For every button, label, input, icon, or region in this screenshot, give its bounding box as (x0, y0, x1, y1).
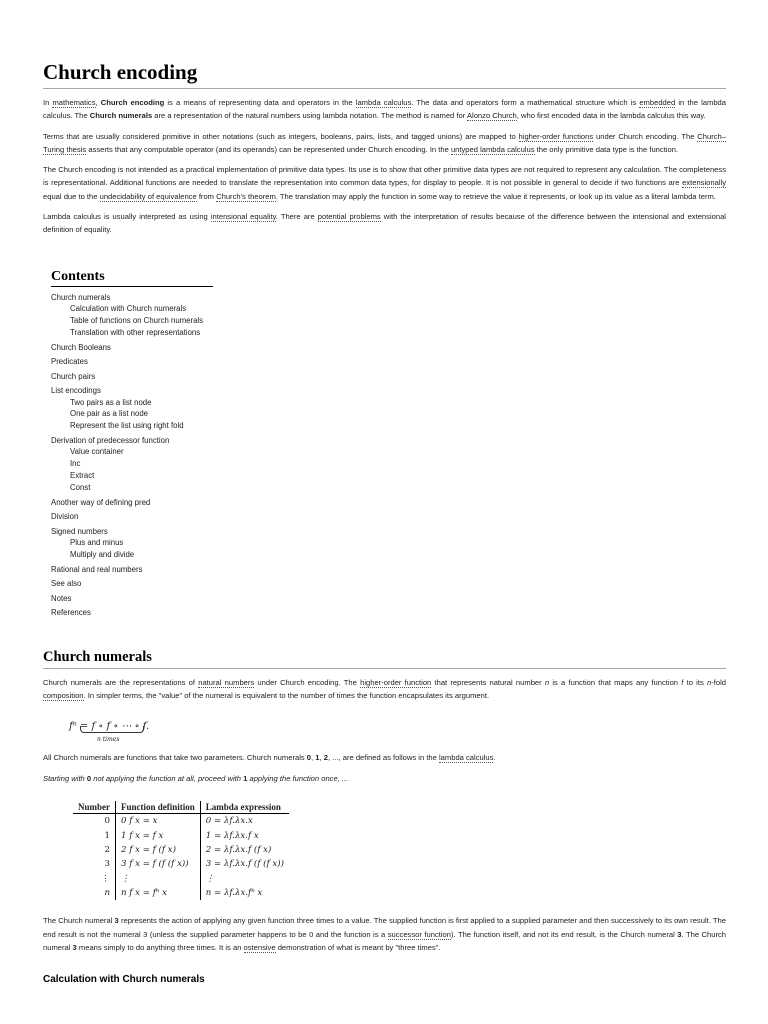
text-run: , who first encoded data in the lambda calculus this way. (516, 111, 706, 121)
toc-item[interactable]: Table of functions on Church numerals (70, 315, 204, 325)
toc-item[interactable]: Church numerals (51, 292, 111, 302)
bold-text: 0 (86, 773, 92, 783)
toc-item[interactable]: References (51, 608, 91, 618)
italic-text: not applying the function at all, proceed with (91, 773, 244, 783)
text-run: that represents natural number (431, 677, 545, 687)
page-title: Church encoding (43, 60, 726, 89)
church-numerals-paragraph-1 (43, 676, 726, 703)
toc-item[interactable]: Predicates (51, 357, 88, 367)
text-run: from (196, 191, 217, 201)
text-run: . In simpler terms, the "value" of the numeral is equivalent to the number of times the function encapsulates its argument. (83, 691, 490, 701)
toc-list (51, 292, 213, 619)
toc-item[interactable]: Calculation with Church numerals (70, 304, 187, 314)
section-heading-church-numerals: Church numerals (43, 649, 726, 669)
intro-paragraph-3 (43, 163, 726, 203)
toc-title: Contents (51, 269, 213, 287)
number-cell: ⋮ (101, 873, 110, 884)
text-run: . The data and operators form a mathematical structure which is (411, 98, 640, 107)
lambda-expression-cell: 3 = λf.λx.f (f (f x)) (200, 857, 289, 871)
wiki-link[interactable]: composition (43, 691, 84, 701)
toc-item[interactable]: See also (51, 579, 82, 589)
wiki-link[interactable]: Church's theorem (216, 191, 276, 201)
intro-paragraph-2 (43, 130, 726, 157)
wiki-link[interactable]: successor function (387, 929, 451, 939)
wiki-link[interactable]: Church–Turing thesis (43, 131, 726, 154)
table-header-number: Number (73, 801, 116, 814)
toc-item[interactable]: Value container (70, 447, 124, 457)
wiki-link[interactable]: embedded (639, 98, 676, 107)
composition-formula (69, 714, 726, 744)
wiki-link[interactable]: natural numbers (198, 677, 255, 687)
wiki-link[interactable]: untyped lambda calculus (450, 144, 535, 154)
text-run: The Church numeral (43, 916, 115, 926)
toc-item[interactable]: Notes (51, 593, 72, 603)
text-run: Church numerals are the representations of (43, 677, 199, 687)
text-run: The Church encoding is not intended as a practical implementation of primitive data types. Its use is to show that other primitive data types are not required to represent any calculation. The completeness is representational. Additional functions are needed to translate the representation into common data types, for display to people. It is not possible in general to decide if two functions are (43, 165, 726, 188)
text-run: under Church encoding. The (593, 131, 698, 141)
toc-item[interactable]: One pair as a list node (70, 409, 149, 419)
function-definition-cell: n f x = fⁿ x (116, 886, 201, 900)
number-cell: 1 (104, 830, 110, 841)
text-run: in the lambda calculus. The (43, 98, 726, 121)
toc-item[interactable]: Plus and minus (70, 538, 124, 548)
text-run: , ..., are defined as follows in the (327, 753, 439, 763)
table-row (73, 828, 289, 842)
wiki-link[interactable]: ostensive (243, 942, 276, 952)
text-run: , (311, 753, 316, 763)
text-run: -fold (711, 677, 726, 687)
number-cell: 2 (104, 844, 110, 855)
lambda-expression-cell: 2 = λf.λx.f (f x) (200, 843, 289, 857)
intro-paragraph-4 (43, 210, 726, 237)
bold-text: 1 (243, 773, 248, 783)
wiki-link[interactable]: higher-order function (360, 677, 432, 687)
wiki-link[interactable]: higher-order functions (518, 131, 594, 141)
toc-item[interactable]: Multiply and divide (70, 549, 135, 559)
text-run: with the interpretation of results because of the difference between the intensional and extensional definition of equality. (43, 212, 726, 235)
toc-item[interactable]: Church Booleans (51, 342, 111, 352)
toc-item[interactable]: Const (70, 482, 91, 492)
text-run: In (43, 98, 53, 107)
article (43, 60, 726, 985)
table-row (73, 843, 289, 857)
toc-item[interactable]: Extract (70, 471, 95, 481)
text-run: are a representation of the natural numbers using lambda notation. The method is named for (152, 111, 467, 121)
wiki-link[interactable]: lambda calculus (438, 753, 494, 763)
bold-text: 0 (306, 753, 312, 763)
text-run: , (95, 98, 101, 107)
text-run: is a means of representing data and operators in the (164, 98, 356, 107)
text-run: the only primitive data type is the function. (534, 144, 679, 154)
bold-text: 2 (323, 753, 328, 763)
intro-paragraph-1 (43, 96, 726, 123)
function-definition-cell: 2 f x = f (f x) (116, 843, 201, 857)
text-run: is a function that maps any function (549, 677, 682, 687)
bold-text: Church encoding (100, 98, 165, 107)
italic-text: n (706, 677, 712, 687)
function-definition-cell: 0 f x = x (116, 813, 201, 828)
formula-under-label: n times (97, 736, 120, 744)
text-run: . (493, 753, 496, 763)
church-numerals-table (73, 801, 289, 900)
text-run: . The translation may apply the function in some way to retrieve the value it represents, or look up its value as a literal lambda term. (275, 191, 716, 201)
toc-item[interactable]: Church pairs (51, 371, 96, 381)
lambda-expression-cell: 1 = λf.λx.f x (200, 828, 289, 842)
number-cell: 3 (104, 859, 110, 870)
bold-text: 3 (72, 942, 77, 952)
function-definition-cell: 1 f x = f x (116, 828, 201, 842)
church-numerals-paragraph-3 (43, 772, 726, 785)
toc-item[interactable]: Two pairs as a list node (70, 397, 152, 407)
lambda-expression-cell: 0 = λf.λx.x (200, 813, 289, 828)
wiki-link[interactable]: lambda calculus (355, 98, 412, 107)
text-run: represents the action of applying any given function three times to a value. The supplied function is first applied to a supplied parameter and then successively to its own result. The end result is not the numeral 3 (unless the supplied parameter happens to be 0 and the function is a (43, 916, 726, 939)
function-definition-cell: 3 f x = f (f (f x)) (116, 857, 201, 871)
toc-item[interactable]: Derivation of predecessor function (51, 435, 170, 445)
table-row (73, 886, 289, 900)
text-run: Lambda calculus is usually interpreted as using (43, 212, 211, 222)
table-row (73, 871, 289, 885)
bold-text: Church numerals (89, 111, 153, 121)
italic-text: n (544, 677, 550, 687)
text-run: All Church numerals are functions that take two parameters. Church numerals (43, 753, 307, 763)
text-run: Terms that are usually considered primitive in other notations (such as integers, booleans, pairs, lists, and tagged unions) are mapped to (43, 131, 519, 141)
number-cell: n (104, 888, 110, 899)
table-row (73, 813, 289, 828)
italic-text: f (681, 677, 684, 687)
table-header-lambda-expression: Lambda expression (200, 801, 289, 814)
bold-text: 1 (315, 753, 320, 763)
text-run: to its (683, 677, 707, 687)
italic-text: Starting with (43, 773, 87, 783)
text-run: equal due to the (43, 191, 100, 201)
wiki-link[interactable]: extensionally (682, 178, 726, 188)
text-run: asserts that any computable operator (and its operands) can be represented under Church encoding. In the (86, 144, 451, 154)
lambda-expression-cell: n = λf.λx.fⁿ x (200, 886, 289, 900)
toc-item[interactable]: Rational and real numbers (51, 564, 143, 574)
table-of-contents (51, 269, 213, 619)
text-run: . The Church numeral (43, 929, 726, 952)
toc-item[interactable]: Translation with other representations (70, 327, 201, 337)
text-run: under Church encoding. The (254, 677, 361, 687)
text-run: means simply to do anything three times. It is an (76, 942, 244, 952)
formula-expression: fⁿ = f ∘ f ∘ ⋯ ∘ f. (69, 721, 150, 733)
toc-item[interactable]: Represent the list using right fold (70, 421, 184, 431)
toc-item[interactable]: List encodings (51, 386, 101, 396)
toc-item[interactable]: Inc (70, 459, 81, 469)
text-run: , (319, 753, 324, 763)
table-row (73, 857, 289, 871)
toc-item[interactable]: Signed numbers (51, 526, 108, 536)
italic-text: applying the function once, ... (247, 773, 349, 783)
underbrace (80, 726, 144, 733)
text-run: ). The function itself, and not its end result, is the Church numeral (450, 929, 678, 939)
bold-text: 3 (114, 916, 119, 926)
table-header-function-definition: Function definition (116, 801, 201, 814)
text-run: . There are (275, 212, 318, 222)
wiki-link[interactable]: mathematics (52, 98, 96, 107)
toc-item[interactable]: Division (51, 512, 79, 522)
text-run: demonstration of what is meant by "three times". (275, 942, 441, 952)
function-definition-cell: ⋮ (116, 871, 201, 885)
subsection-heading-calculation: Calculation with Church numerals (43, 974, 205, 986)
church-numerals-paragraph-4 (43, 914, 726, 954)
wiki-link[interactable]: potential problems (317, 212, 381, 222)
lambda-expression-cell: ⋮ (200, 871, 289, 885)
wiki-link[interactable]: intensional equality (210, 212, 276, 222)
wiki-link[interactable]: Alonzo Church (466, 111, 517, 121)
number-cell: 0 (104, 816, 110, 827)
church-numerals-paragraph-2 (43, 751, 726, 764)
wiki-link[interactable]: undecidability of equivalence (99, 191, 197, 201)
bold-text: 3 (677, 929, 682, 939)
toc-item[interactable]: Another way of defining pred (51, 497, 151, 507)
